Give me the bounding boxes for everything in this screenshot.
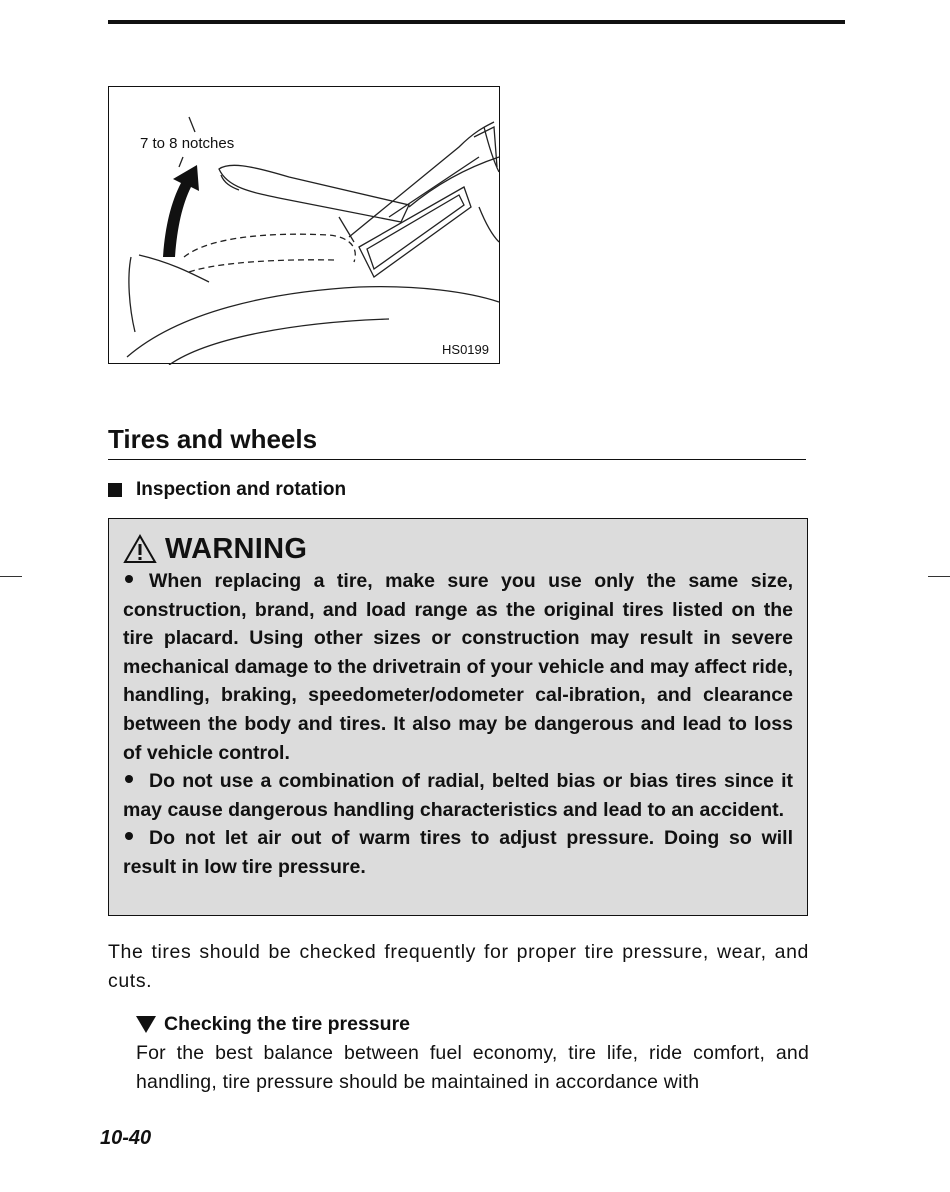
warning-text (123, 567, 793, 882)
bullet-icon (125, 575, 133, 583)
section-title: Tires and wheels (108, 423, 806, 460)
body-paragraph: The tires should be checked frequently for proper tire pressure, wear, and cuts. (108, 941, 809, 992)
top-rule (108, 20, 845, 24)
warning-box (108, 518, 808, 916)
crop-mark-left (0, 576, 22, 577)
subsection-heading (108, 478, 346, 502)
pressure-paragraph: For the best balance between fuel economy, tire life, ride comfort, and handling, tire pressure should be maintained in accordance with (136, 1042, 809, 1093)
parking-brake-illustration (109, 87, 501, 365)
checking-pressure-title: Checking the tire pressure (164, 1013, 410, 1035)
warning-item: When replacing a tire, make sure you use only the same size, construction, brand, and load range as the original tires listed on the tire placard. Using other sizes or construction may result in severe mechanical damage to the drivetrain of your vehicle and may affect ride, handling, braking, speedometer/odometer cal-ibration, and clearance between the body and tires. It also may be dangerous and lead to loss of vehicle control. (123, 570, 793, 764)
notches-label: 7 to 8 notches (140, 135, 235, 152)
bullet-icon (125, 775, 133, 783)
warning-header (123, 531, 793, 567)
warning-triangle-icon (123, 534, 157, 564)
warning-item: Do not let air out of warm tires to adjust pressure. Doing so will result in low tire pressure. (123, 827, 793, 878)
bullet-icon (125, 832, 133, 840)
warning-title: WARNING (165, 532, 308, 565)
figure-id: HS0199 (442, 342, 489, 357)
warning-item: Do not use a combination of radial, belted bias or bias tires since it may cause dangerous handling characteristics and lead to an accident. (123, 770, 793, 821)
page-number: 10-40 (100, 1127, 152, 1149)
subsection-title: Inspection and rotation (136, 479, 347, 500)
checking-pressure-heading (136, 1010, 410, 1038)
parking-brake-figure (108, 86, 500, 364)
square-bullet-icon (108, 483, 122, 497)
crop-mark-right (928, 576, 950, 577)
down-triangle-icon (136, 1016, 156, 1033)
